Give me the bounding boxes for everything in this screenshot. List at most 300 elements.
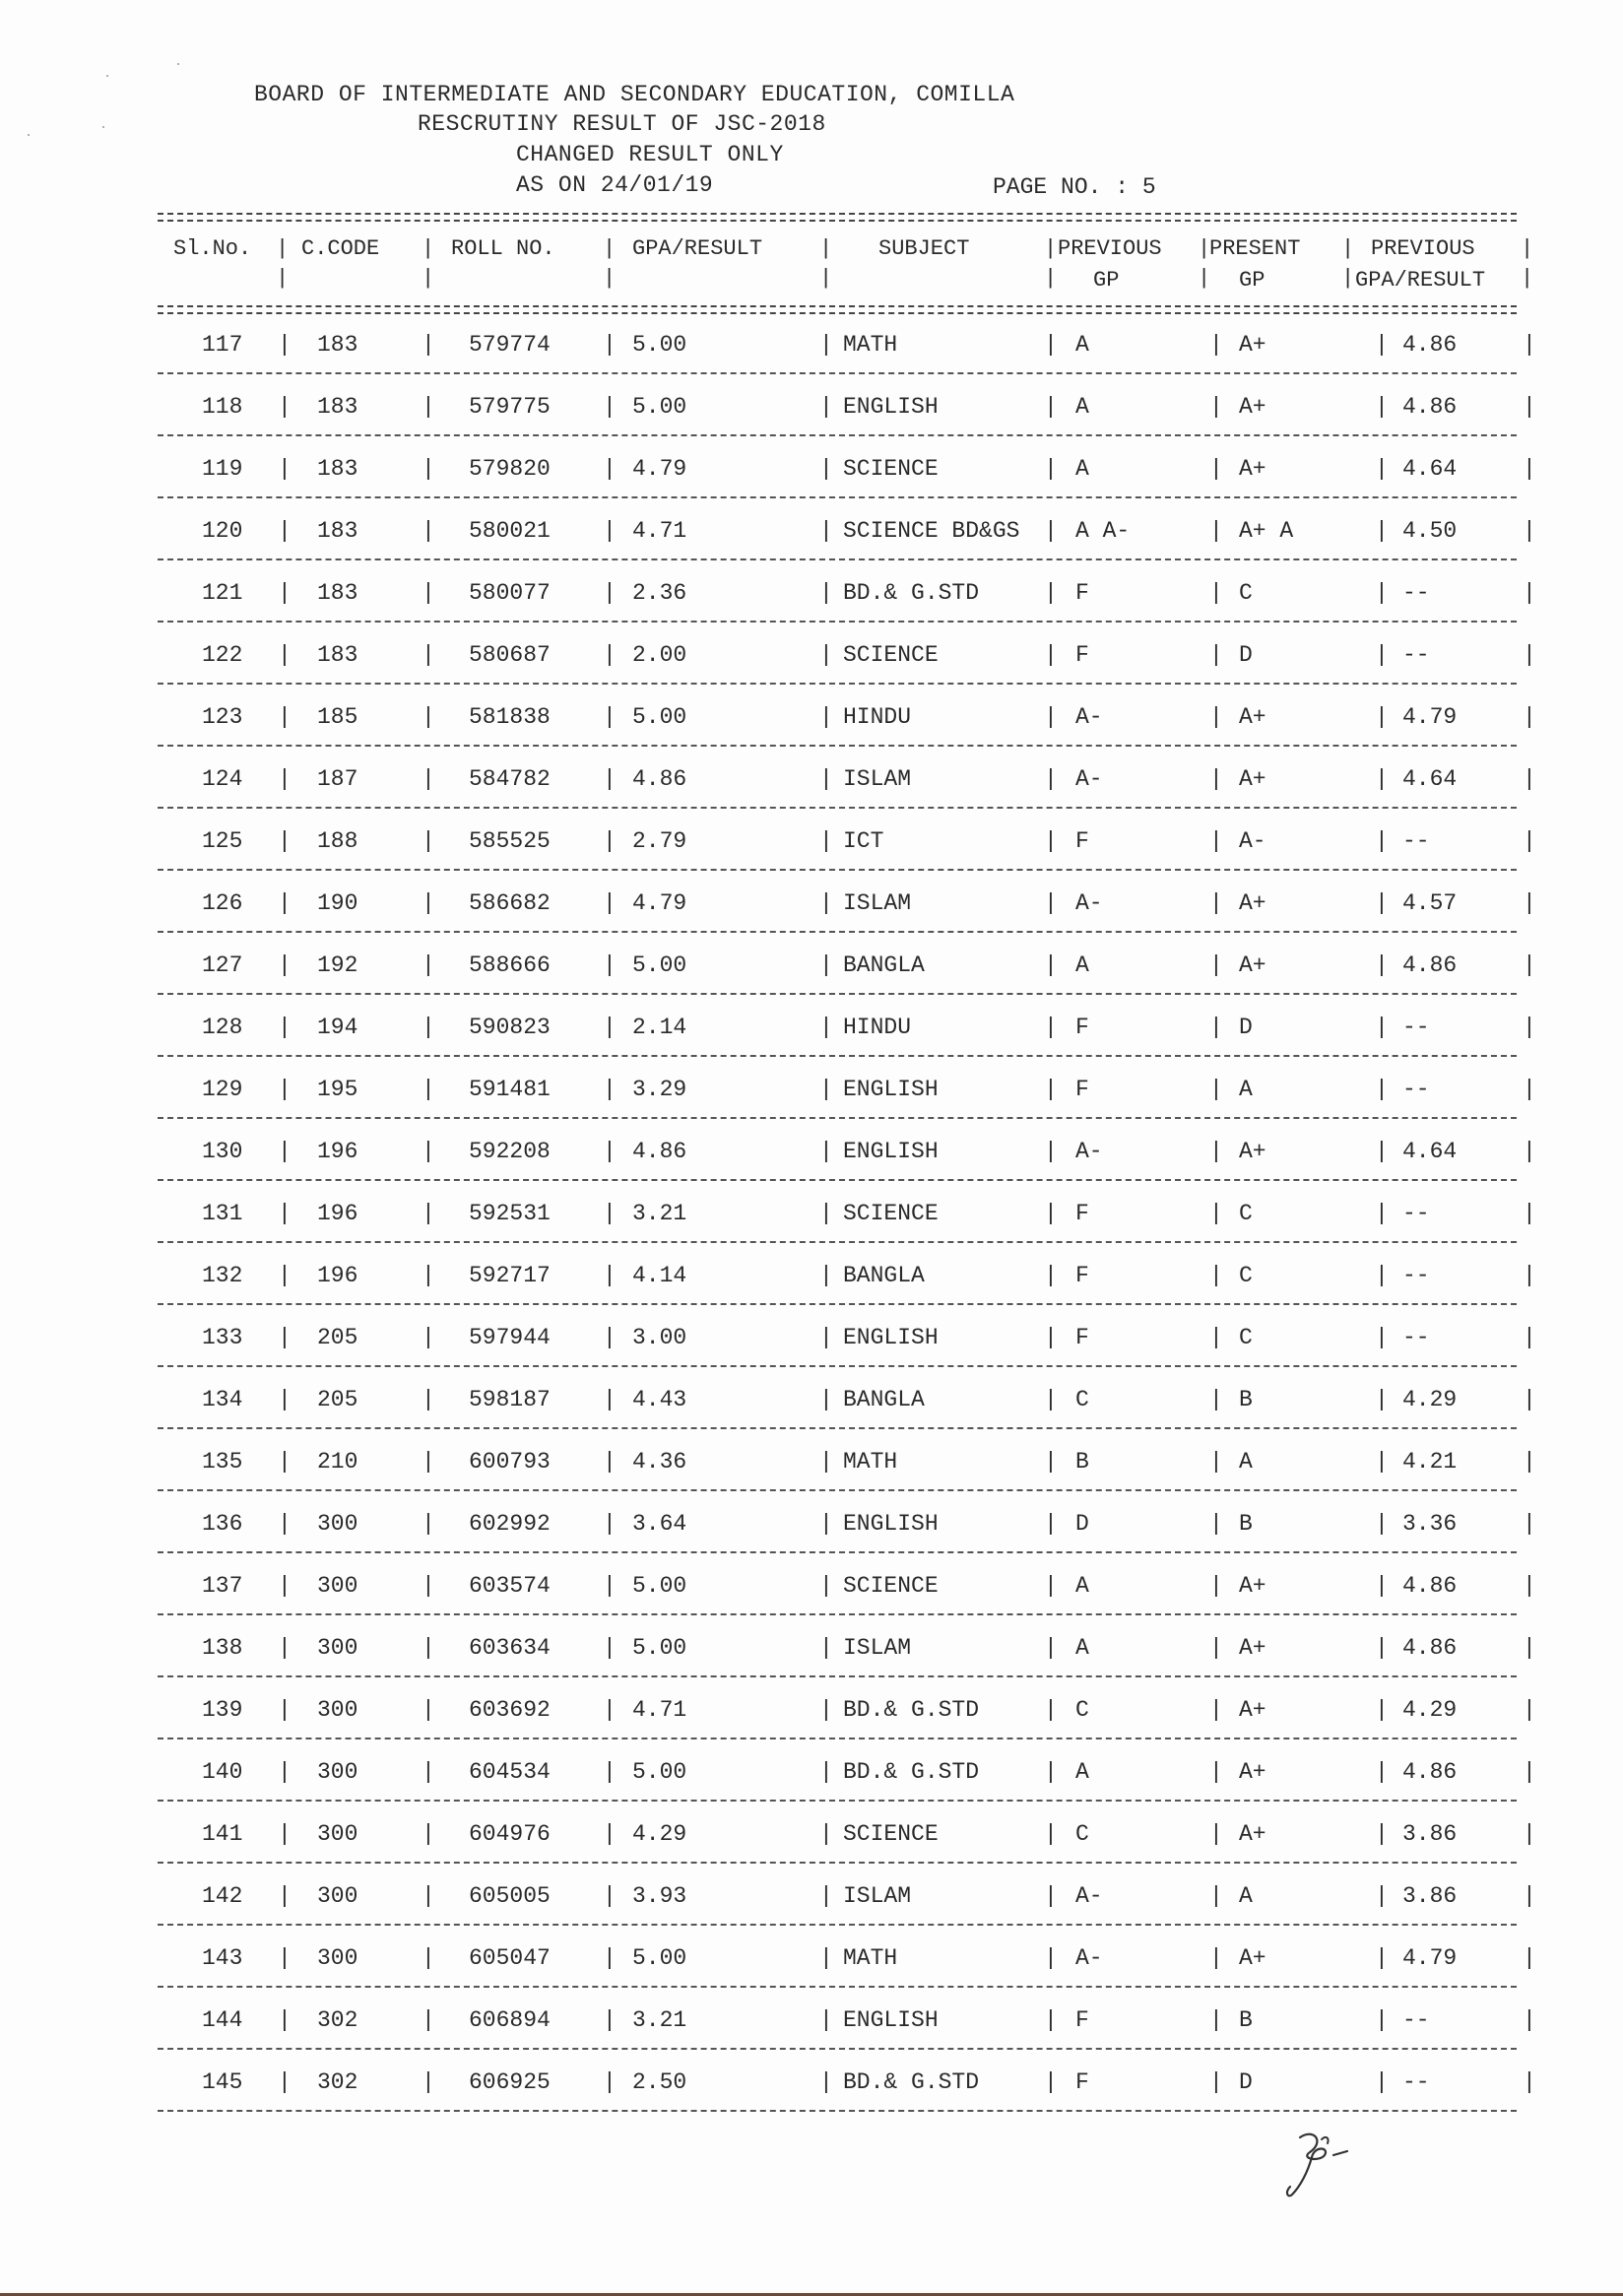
cell-previous-gp: A xyxy=(1075,1573,1089,1599)
column-separator: | xyxy=(603,1573,617,1599)
column-separator: | xyxy=(819,1511,833,1537)
report-subtitle: CHANGED RESULT ONLY xyxy=(516,142,784,167)
header-rule-bottom xyxy=(158,305,1517,314)
row-divider xyxy=(158,1986,1517,1988)
cell-previous-gpa-result: 4.50 xyxy=(1402,518,1458,544)
table-row xyxy=(0,946,1623,985)
cell-previous-gp: F xyxy=(1075,828,1089,854)
table-row xyxy=(0,1318,1623,1357)
cell-roll-no: 604534 xyxy=(469,1759,551,1785)
cell-sl-no: 121 xyxy=(202,580,243,606)
column-separator: | xyxy=(1375,1139,1389,1164)
column-separator: | xyxy=(1044,518,1058,544)
row-divider xyxy=(158,1800,1517,1802)
cell-gpa-result: 3.29 xyxy=(632,1077,687,1102)
cell-sl-no: 126 xyxy=(202,890,243,916)
column-separator: | xyxy=(1523,1015,1536,1040)
column-separator: | xyxy=(603,1015,617,1040)
cell-previous-gpa-result: 4.86 xyxy=(1402,332,1458,358)
column-separator: | xyxy=(1523,1945,1536,1971)
column-separator: | xyxy=(603,1821,617,1847)
cell-gpa-result: 4.29 xyxy=(632,1821,687,1847)
column-separator: | xyxy=(422,580,435,606)
column-separator: | xyxy=(1523,642,1536,668)
cell-c-code: 300 xyxy=(317,1883,358,1909)
column-separator: | xyxy=(278,1945,292,1971)
cell-subject: ISLAM xyxy=(843,1635,912,1661)
table-row xyxy=(0,573,1623,613)
table-row xyxy=(0,1876,1623,1916)
cell-sl-no: 145 xyxy=(202,2069,243,2095)
column-separator: | xyxy=(1209,1573,1223,1599)
column-separator: | xyxy=(603,890,617,916)
column-separator: | xyxy=(1209,2007,1223,2033)
column-separator: | xyxy=(422,1511,435,1537)
column-separator: | xyxy=(819,1139,833,1164)
cell-previous-gpa-result: 4.21 xyxy=(1402,1449,1458,1475)
column-separator: | xyxy=(422,1201,435,1226)
column-separator: | xyxy=(603,1139,617,1164)
cell-previous-gpa-result: -- xyxy=(1402,2007,1430,2033)
cell-subject: HINDU xyxy=(843,704,912,730)
column-separator: | xyxy=(1523,704,1536,730)
column-separator: | xyxy=(1523,332,1536,358)
column-separator: | xyxy=(1209,2069,1223,2095)
column-separator: | xyxy=(603,266,617,291)
cell-subject: ENGLISH xyxy=(843,1077,939,1102)
column-separator: | xyxy=(1044,394,1058,420)
cell-subject: MATH xyxy=(843,1449,898,1475)
report-date: AS ON 24/01/19 xyxy=(516,172,714,198)
column-separator: | xyxy=(422,1015,435,1040)
cell-c-code: 192 xyxy=(317,952,358,978)
cell-c-code: 194 xyxy=(317,1015,358,1040)
cell-c-code: 183 xyxy=(317,394,358,420)
column-separator: | xyxy=(278,1077,292,1102)
table-row xyxy=(0,697,1623,737)
table-row xyxy=(0,635,1623,675)
cell-sl-no: 131 xyxy=(202,1201,243,1226)
column-separator: | xyxy=(1523,1635,1536,1661)
cell-roll-no: 606894 xyxy=(469,2007,551,2033)
cell-previous-gp: A- xyxy=(1075,1883,1103,1909)
column-separator: | xyxy=(1044,1883,1058,1909)
cell-c-code: 302 xyxy=(317,2007,358,2033)
column-separator: | xyxy=(278,1573,292,1599)
cell-roll-no: 579774 xyxy=(469,332,551,358)
column-separator: | xyxy=(278,332,292,358)
cell-subject: SCIENCE xyxy=(843,456,939,482)
row-divider xyxy=(158,1613,1517,1615)
cell-present-gp: A+ xyxy=(1239,332,1266,358)
column-separator: | xyxy=(422,828,435,854)
column-separator: | xyxy=(1044,1821,1058,1847)
column-separator: | xyxy=(1375,1635,1389,1661)
column-separator: | xyxy=(1044,1945,1058,1971)
cell-previous-gp: B xyxy=(1075,1449,1089,1475)
cell-previous-gp: A xyxy=(1075,394,1089,420)
cell-roll-no: 581838 xyxy=(469,704,551,730)
cell-c-code: 183 xyxy=(317,332,358,358)
cell-present-gp: B xyxy=(1239,2007,1253,2033)
column-separator: | xyxy=(276,236,290,261)
column-separator: | xyxy=(1341,266,1355,291)
table-row xyxy=(0,2063,1623,2102)
row-divider xyxy=(158,372,1517,374)
row-divider xyxy=(158,1241,1517,1243)
table-row xyxy=(0,1628,1623,1668)
column-separator: | xyxy=(1044,1263,1058,1288)
column-separator: | xyxy=(1044,828,1058,854)
table-row xyxy=(0,1256,1623,1295)
cell-roll-no: 598187 xyxy=(469,1387,551,1412)
column-separator: | xyxy=(1523,1077,1536,1102)
column-separator: | xyxy=(1523,456,1536,482)
cell-c-code: 196 xyxy=(317,1139,358,1164)
column-separator: | xyxy=(603,704,617,730)
cell-c-code: 300 xyxy=(317,1697,358,1723)
cell-previous-gpa-result: -- xyxy=(1402,1201,1430,1226)
row-divider xyxy=(158,496,1517,498)
cell-subject: BD.& G.STD xyxy=(843,580,980,606)
column-separator: | xyxy=(1209,1201,1223,1226)
column-separator: | xyxy=(819,1077,833,1102)
cell-c-code: 205 xyxy=(317,1325,358,1350)
column-separator: | xyxy=(819,580,833,606)
cell-roll-no: 586682 xyxy=(469,890,551,916)
column-separator: | xyxy=(422,394,435,420)
column-separator: | xyxy=(603,766,617,792)
column-separator: | xyxy=(278,1635,292,1661)
column-separator: | xyxy=(1209,1635,1223,1661)
cell-c-code: 210 xyxy=(317,1449,358,1475)
column-separator: | xyxy=(278,1821,292,1847)
column-separator: | xyxy=(1375,1573,1389,1599)
column-separator: | xyxy=(1523,2007,1536,2033)
column-separator: | xyxy=(1523,1387,1536,1412)
column-separator: | xyxy=(1044,1759,1058,1785)
cell-roll-no: 592208 xyxy=(469,1139,551,1164)
cell-previous-gpa-result: 4.86 xyxy=(1402,1635,1458,1661)
column-separator: | xyxy=(819,1759,833,1785)
table-row xyxy=(0,1938,1623,1978)
cell-previous-gp: A xyxy=(1075,456,1089,482)
cell-c-code: 196 xyxy=(317,1263,358,1288)
cell-roll-no: 580687 xyxy=(469,642,551,668)
cell-subject: SCIENCE xyxy=(843,642,939,668)
column-separator: | xyxy=(1209,394,1223,420)
cell-c-code: 185 xyxy=(317,704,358,730)
cell-gpa-result: 5.00 xyxy=(632,1635,687,1661)
scan-speck xyxy=(28,134,30,136)
cell-gpa-result: 3.93 xyxy=(632,1883,687,1909)
cell-sl-no: 127 xyxy=(202,952,243,978)
column-separator: | xyxy=(278,580,292,606)
column-separator: | xyxy=(1209,456,1223,482)
cell-roll-no: 602992 xyxy=(469,1511,551,1537)
cell-c-code: 302 xyxy=(317,2069,358,2095)
cell-previous-gpa-result: -- xyxy=(1402,2069,1430,2095)
cell-subject: BD.& G.STD xyxy=(843,1697,980,1723)
column-separator: | xyxy=(1523,1511,1536,1537)
column-separator: | xyxy=(1198,266,1211,291)
column-separator: | xyxy=(1523,1759,1536,1785)
row-divider xyxy=(158,1675,1517,1677)
cell-sl-no: 129 xyxy=(202,1077,243,1102)
column-separator: | xyxy=(278,2069,292,2095)
cell-previous-gpa-result: 4.86 xyxy=(1402,1759,1458,1785)
column-separator: | xyxy=(819,828,833,854)
cell-previous-gpa-result: 4.64 xyxy=(1402,766,1458,792)
column-separator: | xyxy=(819,1635,833,1661)
cell-c-code: 196 xyxy=(317,1201,358,1226)
column-separator: | xyxy=(1523,1449,1536,1475)
table-row xyxy=(0,759,1623,799)
column-separator: | xyxy=(1375,1015,1389,1040)
column-separator: | xyxy=(278,1759,292,1785)
cell-subject: BANGLA xyxy=(843,1387,925,1412)
column-separator: | xyxy=(1375,1449,1389,1475)
column-separator: | xyxy=(603,1325,617,1350)
cell-sl-no: 117 xyxy=(202,332,243,358)
column-separator: | xyxy=(603,394,617,420)
cell-roll-no: 579775 xyxy=(469,394,551,420)
cell-present-gp: A+ xyxy=(1239,394,1266,420)
column-separator: | xyxy=(278,766,292,792)
column-separator: | xyxy=(278,1201,292,1226)
column-separator: | xyxy=(1044,642,1058,668)
cell-previous-gp: F xyxy=(1075,1201,1089,1226)
column-separator: | xyxy=(1375,1945,1389,1971)
cell-subject: ISLAM xyxy=(843,1883,912,1909)
column-separator: | xyxy=(819,890,833,916)
col-header-previous-2: PREVIOUS xyxy=(1371,236,1475,261)
column-separator: | xyxy=(422,236,435,261)
column-separator: | xyxy=(1209,1263,1223,1288)
column-separator: | xyxy=(422,642,435,668)
column-separator: | xyxy=(1523,890,1536,916)
table-row xyxy=(0,1814,1623,1854)
cell-roll-no: 585525 xyxy=(469,828,551,854)
column-separator: | xyxy=(278,2007,292,2033)
column-separator: | xyxy=(1209,704,1223,730)
cell-present-gp: D xyxy=(1239,1015,1253,1040)
column-separator: | xyxy=(1523,1697,1536,1723)
column-separator: | xyxy=(422,1945,435,1971)
column-separator: | xyxy=(603,518,617,544)
column-separator: | xyxy=(819,952,833,978)
column-separator: | xyxy=(1209,518,1223,544)
cell-gpa-result: 5.00 xyxy=(632,1945,687,1971)
cell-gpa-result: 4.86 xyxy=(632,1139,687,1164)
column-separator: | xyxy=(1044,266,1058,291)
cell-present-gp: B xyxy=(1239,1511,1253,1537)
column-separator: | xyxy=(278,642,292,668)
column-separator: | xyxy=(1044,766,1058,792)
column-separator: | xyxy=(1209,1821,1223,1847)
cell-c-code: 300 xyxy=(317,1573,358,1599)
cell-subject: ENGLISH xyxy=(843,1325,939,1350)
cell-sl-no: 140 xyxy=(202,1759,243,1785)
column-separator: | xyxy=(1209,1511,1223,1537)
cell-present-gp: C xyxy=(1239,1201,1253,1226)
cell-previous-gpa-result: 3.86 xyxy=(1402,1821,1458,1847)
table-row xyxy=(0,1380,1623,1419)
cell-c-code: 300 xyxy=(317,1635,358,1661)
column-separator: | xyxy=(1209,1139,1223,1164)
cell-previous-gp: A- xyxy=(1075,1945,1103,1971)
column-separator: | xyxy=(422,1325,435,1350)
column-separator: | xyxy=(1209,1325,1223,1350)
cell-c-code: 300 xyxy=(317,1821,358,1847)
cell-previous-gpa-result: 4.64 xyxy=(1402,1139,1458,1164)
cell-previous-gp: F xyxy=(1075,2069,1089,2095)
column-separator: | xyxy=(603,1945,617,1971)
cell-subject: SCIENCE xyxy=(843,1201,939,1226)
cell-previous-gp: A A- xyxy=(1075,518,1131,544)
column-separator: | xyxy=(422,1263,435,1288)
column-separator: | xyxy=(278,1325,292,1350)
column-separator: | xyxy=(422,2069,435,2095)
cell-sl-no: 124 xyxy=(202,766,243,792)
cell-c-code: 183 xyxy=(317,580,358,606)
table-row xyxy=(0,387,1623,426)
column-separator: | xyxy=(1523,766,1536,792)
row-divider xyxy=(158,2048,1517,2050)
cell-present-gp: A+ xyxy=(1239,1635,1266,1661)
column-separator: | xyxy=(819,1449,833,1475)
column-separator: | xyxy=(278,1015,292,1040)
page-number: PAGE NO. : 5 xyxy=(993,174,1156,200)
column-separator: | xyxy=(1523,828,1536,854)
cell-gpa-result: 5.00 xyxy=(632,952,687,978)
cell-subject: SCIENCE xyxy=(843,1821,939,1847)
column-separator: | xyxy=(603,1635,617,1661)
column-separator: | xyxy=(1375,456,1389,482)
column-separator: | xyxy=(422,1821,435,1847)
column-separator: | xyxy=(1521,236,1534,261)
column-separator: | xyxy=(1044,1635,1058,1661)
column-separator: | xyxy=(1044,1449,1058,1475)
column-separator: | xyxy=(422,266,435,291)
row-divider xyxy=(158,1365,1517,1367)
cell-gpa-result: 4.36 xyxy=(632,1449,687,1475)
column-separator: | xyxy=(278,1511,292,1537)
cell-sl-no: 128 xyxy=(202,1015,243,1040)
col-header-present-gp: GP xyxy=(1239,268,1266,293)
col-header-previous: PREVIOUS xyxy=(1058,236,1162,261)
cell-present-gp: A+ xyxy=(1239,704,1266,730)
row-divider xyxy=(158,807,1517,809)
col-header-sl-no: Sl.No. xyxy=(173,236,252,261)
row-divider xyxy=(158,1427,1517,1429)
cell-previous-gpa-result: 4.57 xyxy=(1402,890,1458,916)
column-separator: | xyxy=(1375,1759,1389,1785)
cell-previous-gp: A xyxy=(1075,1759,1089,1785)
cell-gpa-result: 4.14 xyxy=(632,1263,687,1288)
column-separator: | xyxy=(1044,1201,1058,1226)
cell-gpa-result: 4.43 xyxy=(632,1387,687,1412)
column-separator: | xyxy=(603,1511,617,1537)
column-separator: | xyxy=(1044,1573,1058,1599)
row-divider xyxy=(158,434,1517,436)
cell-previous-gpa-result: -- xyxy=(1402,1263,1430,1288)
cell-gpa-result: 4.86 xyxy=(632,766,687,792)
cell-previous-gp: C xyxy=(1075,1387,1089,1412)
column-separator: | xyxy=(603,236,617,261)
column-separator: | xyxy=(278,890,292,916)
cell-c-code: 205 xyxy=(317,1387,358,1412)
column-separator: | xyxy=(603,456,617,482)
cell-previous-gpa-result: -- xyxy=(1402,1077,1430,1102)
column-separator: | xyxy=(603,2007,617,2033)
column-separator: | xyxy=(1375,828,1389,854)
column-separator: | xyxy=(422,1697,435,1723)
col-header-roll-no: ROLL NO. xyxy=(451,236,555,261)
cell-roll-no: 603574 xyxy=(469,1573,551,1599)
column-separator: | xyxy=(603,1759,617,1785)
column-separator: | xyxy=(422,1387,435,1412)
table-row xyxy=(0,821,1623,861)
row-divider xyxy=(158,1489,1517,1491)
column-separator: | xyxy=(1523,2069,1536,2095)
cell-sl-no: 141 xyxy=(202,1821,243,1847)
column-separator: | xyxy=(1375,952,1389,978)
column-separator: | xyxy=(422,1883,435,1909)
column-separator: | xyxy=(422,518,435,544)
column-separator: | xyxy=(278,1139,292,1164)
column-separator: | xyxy=(1044,2069,1058,2095)
cell-present-gp: A+ xyxy=(1239,890,1266,916)
row-divider xyxy=(158,558,1517,560)
cell-gpa-result: 3.64 xyxy=(632,1511,687,1537)
cell-gpa-result: 4.79 xyxy=(632,456,687,482)
scan-speck xyxy=(106,75,108,77)
column-separator: | xyxy=(1375,1697,1389,1723)
board-title: BOARD OF INTERMEDIATE AND SECONDARY EDUCATION, COMILLA xyxy=(254,82,1015,107)
column-separator: | xyxy=(1375,2007,1389,2033)
cell-previous-gp: D xyxy=(1075,1511,1089,1537)
cell-gpa-result: 3.21 xyxy=(632,1201,687,1226)
col-header-present: PRESENT xyxy=(1209,236,1301,261)
cell-previous-gp: C xyxy=(1075,1697,1089,1723)
row-divider xyxy=(158,931,1517,933)
cell-sl-no: 138 xyxy=(202,1635,243,1661)
column-separator: | xyxy=(278,518,292,544)
table-row xyxy=(0,449,1623,489)
column-separator: | xyxy=(819,1945,833,1971)
cell-sl-no: 139 xyxy=(202,1697,243,1723)
report-title: RESCRUTINY RESULT OF JSC-2018 xyxy=(418,111,826,137)
cell-sl-no: 142 xyxy=(202,1883,243,1909)
cell-roll-no: 592717 xyxy=(469,1263,551,1288)
cell-gpa-result: 2.00 xyxy=(632,642,687,668)
cell-previous-gp: F xyxy=(1075,580,1089,606)
col-header-subject: SUBJECT xyxy=(878,236,970,261)
col-header-previous-gp: GP xyxy=(1093,268,1120,293)
cell-present-gp: A xyxy=(1239,1449,1253,1475)
column-separator: | xyxy=(819,642,833,668)
column-separator: | xyxy=(1044,704,1058,730)
cell-gpa-result: 2.14 xyxy=(632,1015,687,1040)
cell-sl-no: 143 xyxy=(202,1945,243,1971)
column-separator: | xyxy=(819,1573,833,1599)
column-separator: | xyxy=(1375,1201,1389,1226)
cell-c-code: 183 xyxy=(317,518,358,544)
cell-previous-gpa-result: -- xyxy=(1402,642,1430,668)
table-row xyxy=(0,1752,1623,1792)
column-separator: | xyxy=(1044,580,1058,606)
